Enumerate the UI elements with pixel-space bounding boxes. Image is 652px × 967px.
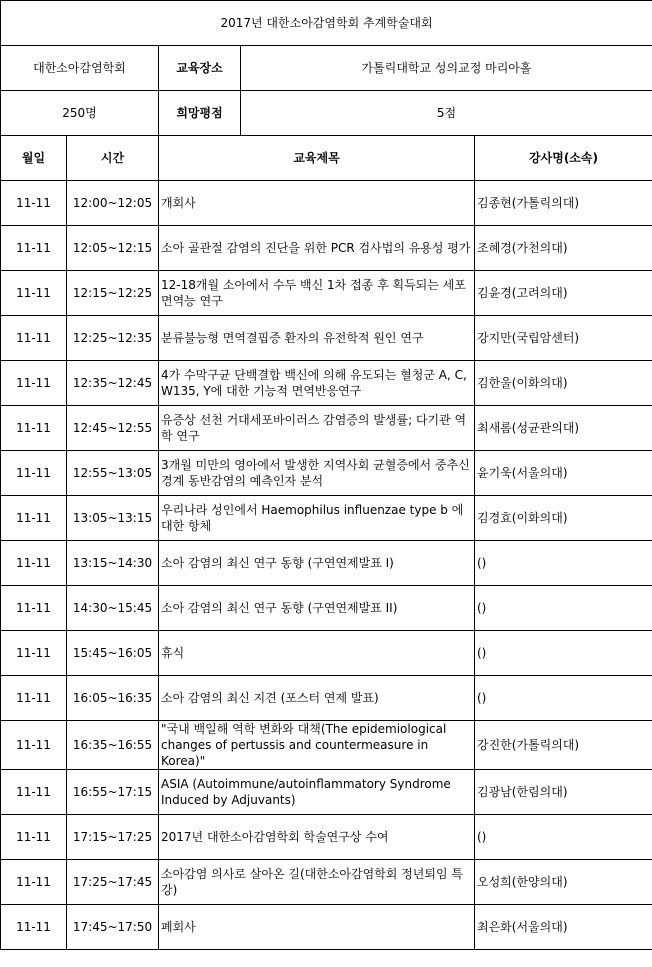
row-subject: 2017년 대한소아감염학회 학술연구상 수여 <box>159 815 475 860</box>
table-row <box>1 181 652 226</box>
points-value: 5점 <box>241 91 652 136</box>
row-lecturer: () <box>475 586 652 631</box>
table-row <box>1 586 652 631</box>
row-time: 14:30~15:45 <box>67 586 159 631</box>
header-lecturer: 강사명(소속) <box>475 136 652 181</box>
table-row <box>1 496 652 541</box>
row-lecturer: 김경효(이화의대) <box>475 496 652 541</box>
row-time: 16:05~16:35 <box>67 676 159 721</box>
row-time: 17:25~17:45 <box>67 860 159 905</box>
row-subject: 소아 골관절 감염의 진단을 위한 PCR 검사법의 유용성 평가 <box>159 226 475 271</box>
row-time: 12:45~12:55 <box>67 406 159 451</box>
row-date: 11-11 <box>1 905 67 950</box>
row-date: 11-11 <box>1 770 67 815</box>
row-lecturer: 최새롬(성균관의대) <box>475 406 652 451</box>
venue-value: 가톨릭대학교 성의교정 마리아홀 <box>241 46 652 91</box>
row-subject: 휴식 <box>159 631 475 676</box>
row-lecturer: () <box>475 631 652 676</box>
row-subject: 3개월 미만의 영아에서 발생한 지역사회 균혈증에서 중추신경계 동반감염의 예측인자 분석 <box>159 451 475 496</box>
row-time: 12:25~12:35 <box>67 316 159 361</box>
row-time: 16:35~16:55 <box>67 721 159 770</box>
row-time: 12:15~12:25 <box>67 271 159 316</box>
points-label: 희망평점 <box>159 91 241 136</box>
row-time: 13:05~13:15 <box>67 496 159 541</box>
row-date: 11-11 <box>1 271 67 316</box>
table-row <box>1 451 652 496</box>
row-subject: 소아 감염의 최신 연구 동향 (구연연제발표 II) <box>159 586 475 631</box>
row-date: 11-11 <box>1 631 67 676</box>
table-row <box>1 676 652 721</box>
venue-row <box>1 46 652 91</box>
row-date: 11-11 <box>1 226 67 271</box>
capacity-row <box>1 91 652 136</box>
row-date: 11-11 <box>1 496 67 541</box>
header-row <box>1 136 652 181</box>
capacity-value: 250명 <box>1 91 159 136</box>
row-subject: 12-18개월 소아에서 수두 백신 1차 접종 후 획득되는 세포 면역능 연구 <box>159 271 475 316</box>
row-date: 11-11 <box>1 541 67 586</box>
row-lecturer: 오성희(한양의대) <box>475 860 652 905</box>
row-subject: 개회사 <box>159 181 475 226</box>
row-lecturer: 김한울(이화의대) <box>475 361 652 406</box>
row-date: 11-11 <box>1 721 67 770</box>
row-lecturer: () <box>475 541 652 586</box>
row-time: 17:15~17:25 <box>67 815 159 860</box>
row-lecturer: 김종현(가톨릭의대) <box>475 181 652 226</box>
row-date: 11-11 <box>1 586 67 631</box>
row-subject: 소아감염 의사로 살아온 길(대한소아감염학회 정년퇴임 특강) <box>159 860 475 905</box>
table-row <box>1 815 652 860</box>
table-row <box>1 271 652 316</box>
row-subject: 소아 감염의 최신 지견 (포스터 연제 발표) <box>159 676 475 721</box>
table-row <box>1 770 652 815</box>
title-row <box>1 1 652 46</box>
header-subject: 교육제목 <box>159 136 475 181</box>
row-time: 16:55~17:15 <box>67 770 159 815</box>
row-lecturer: 강진한(가톨릭의대) <box>475 721 652 770</box>
row-subject: 4가 수막구균 단백결합 백신에 의해 유도되는 혈청군 A, C, W135, Y에 대한 기능적 면역반응연구 <box>159 361 475 406</box>
row-subject: "국내 백일해 역학 변화와 대책(The epidemiological changes of pertussis and countermeasure in Korea)" <box>159 721 475 770</box>
row-time: 12:55~13:05 <box>67 451 159 496</box>
table-row <box>1 226 652 271</box>
row-lecturer: () <box>475 815 652 860</box>
row-time: 13:15~14:30 <box>67 541 159 586</box>
row-subject: 분류불능형 면역결핍증 환자의 유전학적 원인 연구 <box>159 316 475 361</box>
row-date: 11-11 <box>1 361 67 406</box>
row-date: 11-11 <box>1 451 67 496</box>
row-subject: 폐회사 <box>159 905 475 950</box>
row-date: 11-11 <box>1 316 67 361</box>
header-time: 시간 <box>67 136 159 181</box>
table-row <box>1 860 652 905</box>
venue-label: 교육장소 <box>159 46 241 91</box>
row-lecturer: 강지만(국립암센터) <box>475 316 652 361</box>
table-row <box>1 541 652 586</box>
table-row <box>1 316 652 361</box>
row-lecturer: () <box>475 676 652 721</box>
table-row <box>1 631 652 676</box>
row-date: 11-11 <box>1 676 67 721</box>
row-time: 17:45~17:50 <box>67 905 159 950</box>
row-time: 12:05~12:15 <box>67 226 159 271</box>
row-lecturer: 김윤경(고려의대) <box>475 271 652 316</box>
row-subject: 소아 감염의 최신 연구 동향 (구연연제발표 I) <box>159 541 475 586</box>
table-row <box>1 721 652 770</box>
row-lecturer: 김광남(한림의대) <box>475 770 652 815</box>
row-subject: ASIA (Autoimmune/autoinflammatory Syndrome Induced by Adjuvants) <box>159 770 475 815</box>
row-subject: 우리나라 성인에서 Haemophilus influenzae type b 에 대한 항체 <box>159 496 475 541</box>
row-lecturer: 윤기욱(서울의대) <box>475 451 652 496</box>
row-subject: 유증상 선천 거대세포바이러스 감염증의 발생률; 다기관 역학 연구 <box>159 406 475 451</box>
row-date: 11-11 <box>1 815 67 860</box>
row-time: 12:35~12:45 <box>67 361 159 406</box>
table-row <box>1 905 652 950</box>
row-date: 11-11 <box>1 860 67 905</box>
row-lecturer: 최은화(서울의대) <box>475 905 652 950</box>
table-row <box>1 361 652 406</box>
row-date: 11-11 <box>1 406 67 451</box>
organizer-name: 대한소아감염학회 <box>1 46 159 91</box>
table-row <box>1 406 652 451</box>
header-date: 월일 <box>1 136 67 181</box>
row-date: 11-11 <box>1 181 67 226</box>
row-time: 12:00~12:05 <box>67 181 159 226</box>
row-lecturer: 조혜경(가천의대) <box>475 226 652 271</box>
event-title: 2017년 대한소아감염학회 추계학술대회 <box>1 1 652 46</box>
row-time: 15:45~16:05 <box>67 631 159 676</box>
